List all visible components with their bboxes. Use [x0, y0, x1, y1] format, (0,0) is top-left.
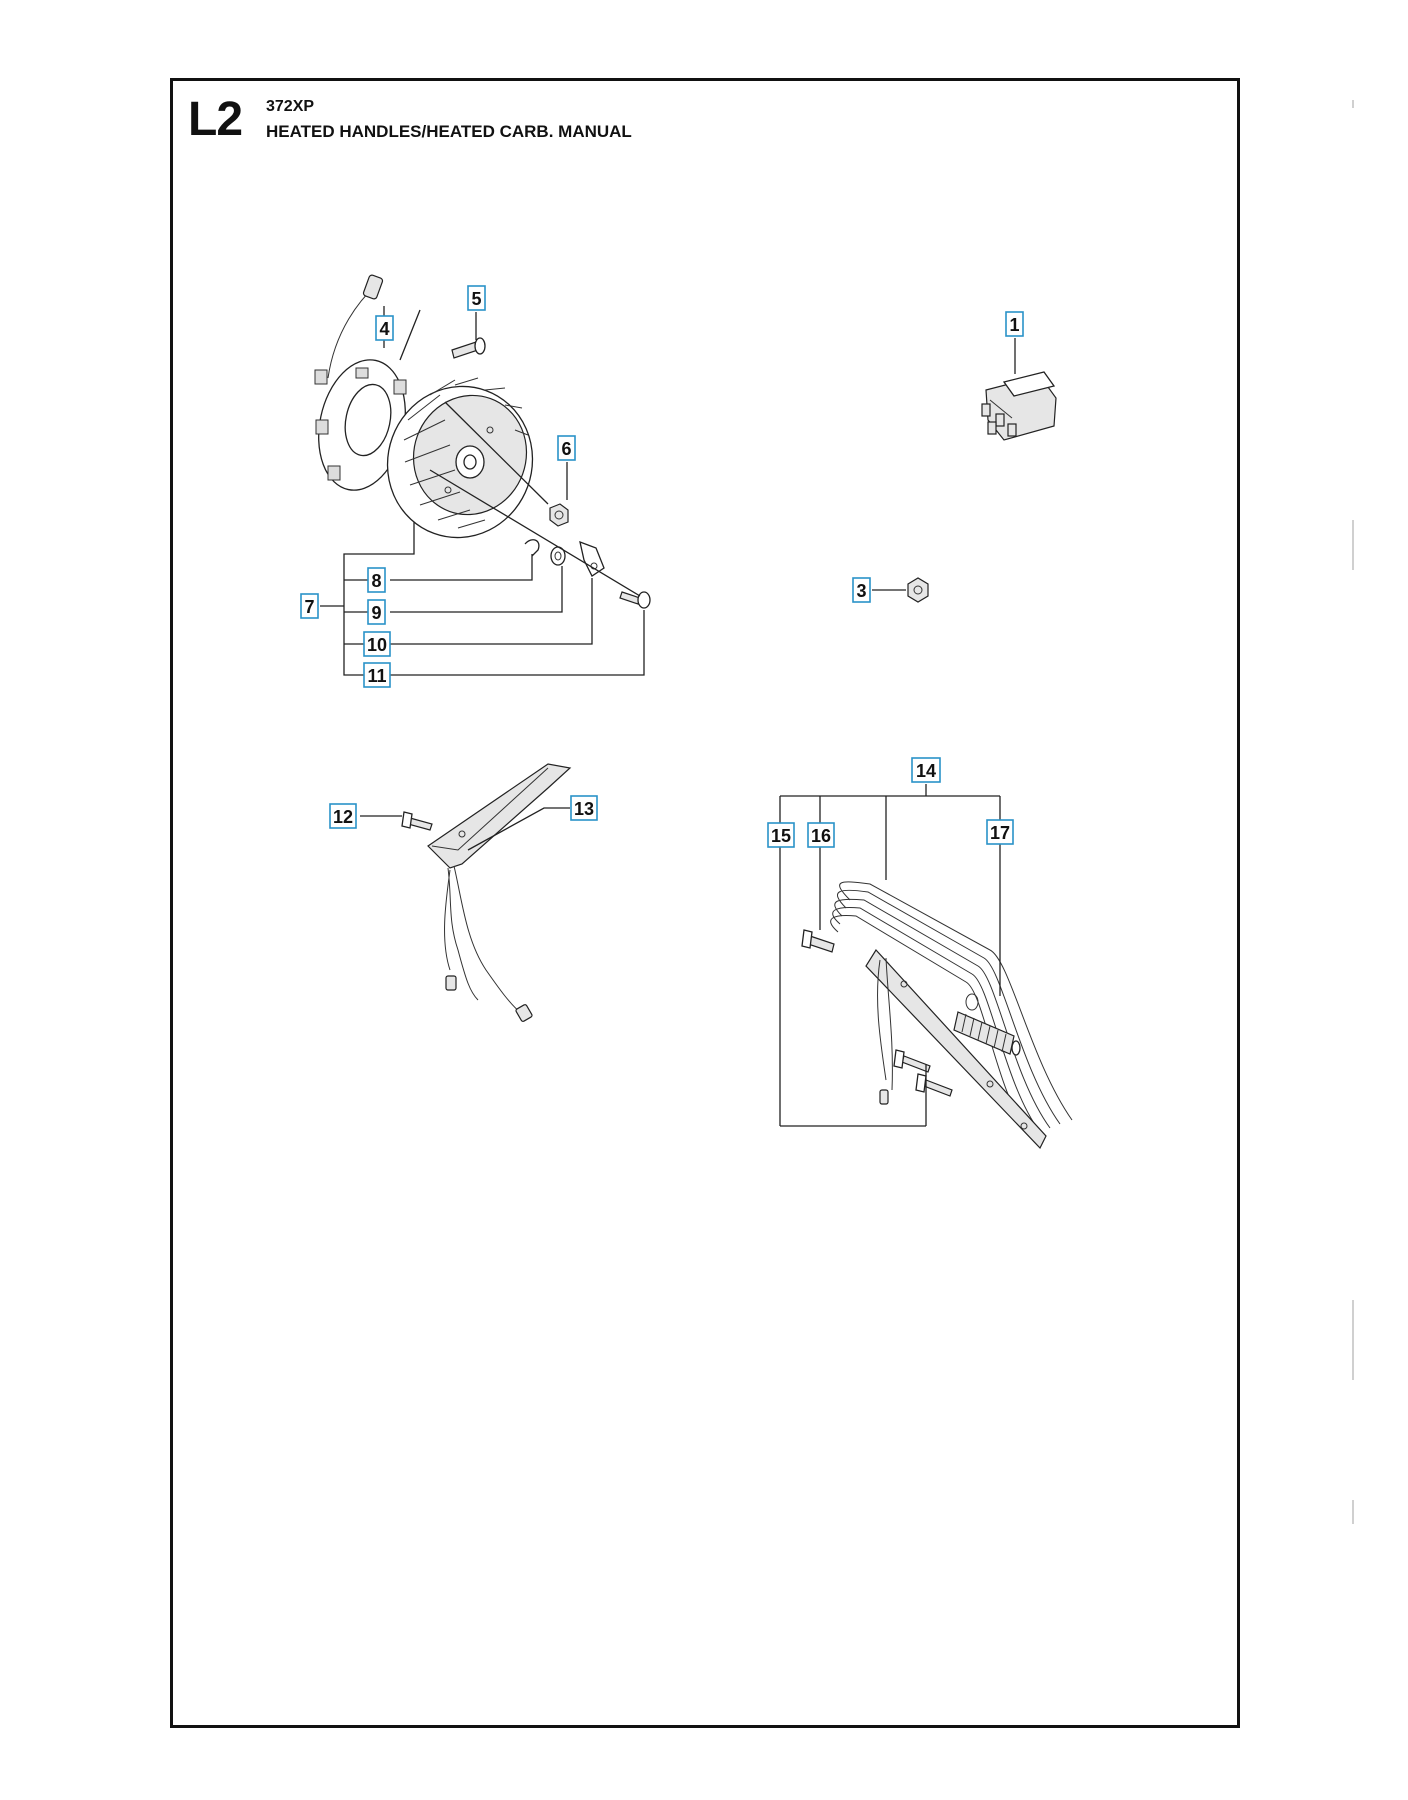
callout-16 — [808, 823, 834, 847]
svg-text:9: 9 — [371, 603, 382, 623]
svg-text:8: 8 — [371, 571, 382, 591]
svg-text:16: 16 — [810, 826, 832, 846]
screw-16-part — [802, 930, 834, 952]
callout-7 — [301, 594, 318, 618]
screw-11-part — [620, 592, 650, 608]
model-number: 372XP — [266, 98, 315, 115]
svg-text:13: 13 — [573, 799, 595, 819]
svg-text:5: 5 — [471, 289, 482, 309]
svg-text:3: 3 — [856, 581, 867, 601]
pawl-10-part — [580, 542, 604, 576]
callout-1 — [1006, 312, 1023, 336]
callout-8 — [368, 568, 385, 592]
switch-part — [982, 372, 1056, 440]
callout-14 — [912, 758, 940, 782]
connector-part — [880, 1090, 888, 1104]
section-code: L2 — [188, 93, 243, 146]
svg-text:1: 1 — [1009, 315, 1020, 335]
callout-12 — [330, 804, 356, 828]
svg-text:6: 6 — [561, 439, 572, 459]
callout-11 — [364, 663, 390, 687]
screw-12-part — [402, 812, 432, 830]
nut-3-part — [908, 578, 928, 602]
svg-text:17: 17 — [989, 823, 1011, 843]
svg-text:4: 4 — [379, 319, 390, 339]
washer-8-part — [525, 540, 539, 556]
svg-text:11: 11 — [367, 666, 387, 686]
callout-9 — [368, 600, 385, 624]
screw-5-part — [452, 338, 485, 358]
nut-6-part — [550, 504, 568, 526]
callout-3 — [853, 578, 870, 602]
callout-4 — [376, 316, 393, 340]
callout-13 — [571, 796, 597, 820]
front-handle-part — [831, 882, 1072, 1148]
page-title: HEATED HANDLES/HEATED CARB. MANUAL — [266, 122, 632, 141]
heating-plate-part — [428, 764, 570, 1022]
callout-6 — [558, 436, 575, 460]
svg-text:7: 7 — [304, 597, 315, 617]
svg-text:12: 12 — [332, 807, 354, 827]
callout-15 — [768, 823, 794, 847]
svg-text:15: 15 — [770, 826, 792, 846]
svg-text:14: 14 — [915, 761, 937, 781]
screw-15a-part — [894, 1050, 930, 1072]
svg-text:10: 10 — [366, 635, 388, 655]
callout-5 — [468, 286, 485, 310]
callout-10 — [364, 632, 390, 656]
screw-15b-part — [916, 1074, 952, 1096]
callout-17 — [987, 820, 1013, 844]
